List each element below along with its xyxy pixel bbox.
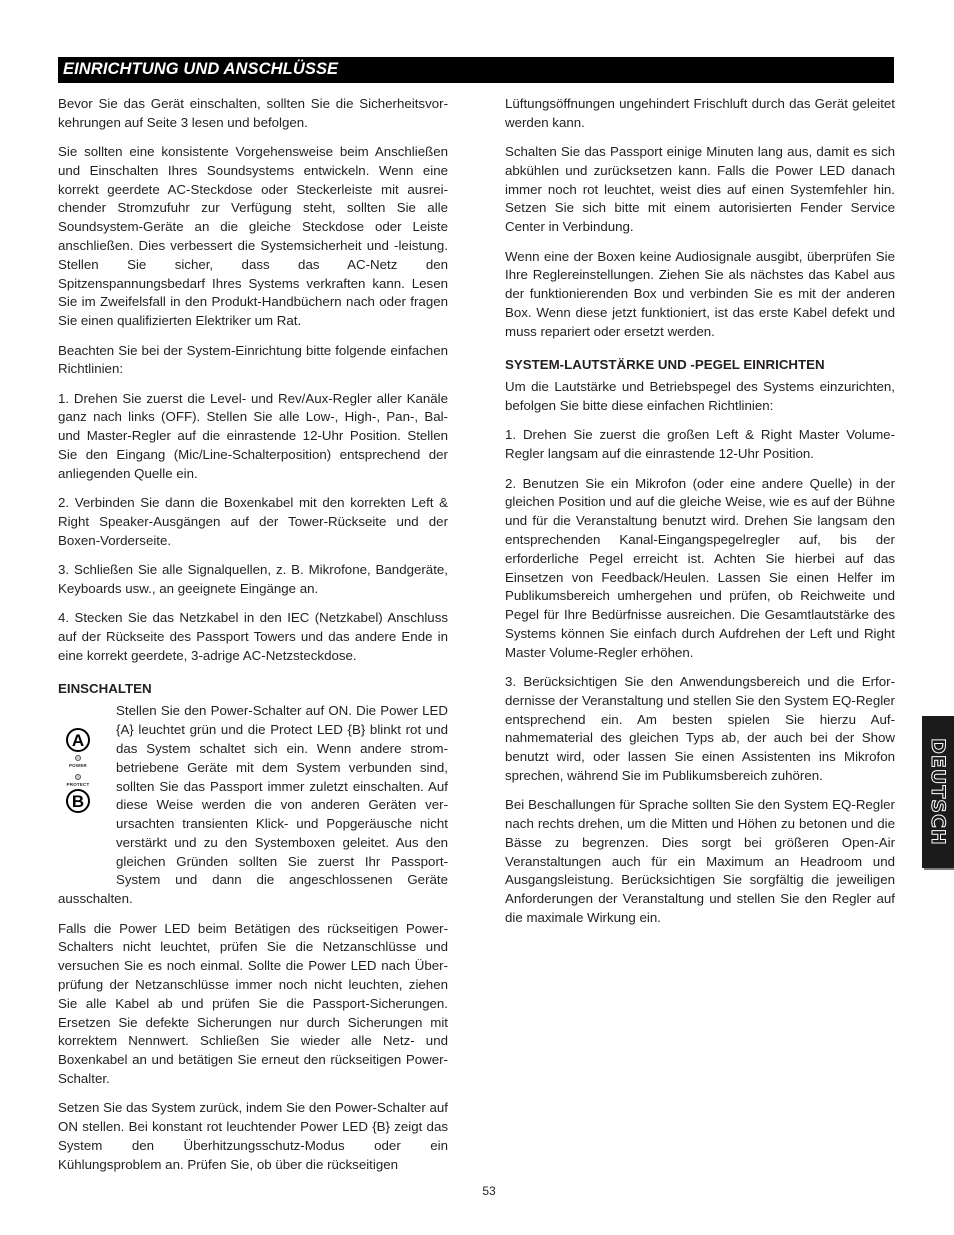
- label-b-icon: B: [66, 789, 90, 813]
- language-tab-label: DEUTSCH: [927, 738, 949, 846]
- paragraph: Wenn eine der Boxen keine Audiosignale ausgibt, überprüfen Sie Ihre Reglereinstellungen. Ziehen Sie als nächstes das Kabel aus der funktionierenden Box und verbinden Sie es mit der anderen Box. Wenn diese jetzt funktioniert, ist das erste Kabel defekt und muss repariert oder ersetzt werden.: [505, 248, 895, 339]
- paragraph: Lüftungsöffnungen ungehindert Frischluft durch das Gerät geleitet werden kann.: [505, 96, 895, 130]
- heading-einschalten: EINSCHALTEN: [58, 680, 152, 696]
- paragraph: Um die Lautstärke und Betriebspegel des Systems einzurichten, befolgen Sie bitte diese einfachen Richtlinien:: [505, 379, 895, 414]
- label-a-icon: A: [66, 728, 90, 752]
- paragraph: 2. Verbinden Sie dann die Boxenkabel mit den korrekten Left & Right Speaker-Ausgängen auf der Tower-Rückseite und der Boxen-Vorderseite.: [58, 495, 448, 548]
- paragraph: Falls die Power LED beim Betätigen des rückseitigen Power-Schalters nicht leuchtet, prüfen Sie die Netzanschlüsse und versuchen Sie es noch einmal. Sollte die Power LED nach Überprüfung der Netzanschlüsse immer noch nicht leuchten, ziehen Sie alle Kabel ab und prüfen Sie die Passport-Sicherungen. Ersetzen Sie defekte Sicherungen nur durch Sicherungen mit korrektem Nennwert. Schließen Sie wieder alle Netz- und Boxenkabel an und betätigen Sie erneut den rückseitigen Power-Schalter.: [58, 920, 448, 1086]
- paragraph: 1. Drehen Sie zuerst die großen Left & Right Master Volume-Regler langsam auf die einrastende 12-Uhr Position.: [505, 427, 895, 462]
- paragraph: Setzen Sie das System zurück, indem Sie den Power-Schalter auf ON stellen. Bei konstant rot leuchtender Power LED {B} zeigt das System den Überhitzungsschutz-Modus oder ein Kühlungsproblem an. Prüfen Sie, ob über die rückseitigen: [58, 1100, 448, 1172]
- paragraph: 2. Benutzen Sie ein Mikrofon (oder eine andere Quelle) in der gleichen Position und auf die gleiche Weise, wie es auf der Bühne und für die Veranstaltung benutzt wird. Drehen Sie langsam den entsprechenden Kanal-Eingangspegelregler auf, bis der erforderliche Pegel erreicht ist. Achten Sie hierbei auf das Einsetzen von Feedback/Heulen. Lassen Sie einen Helfer im Publikumsbereich umhergehen und prüfen, ob Reichweite und Pegel für Ihre Bedürfnisse ausreichen. Die Gesamtlautstärke des Systems können Sie einfach durch Aufdrehen der Left und Right Master Volume-Regler erhöhen.: [505, 475, 895, 660]
- paragraph: 3. Berücksichtigen Sie den Anwendungsbereich und die Erfordernisse der Veranstaltung und stellen Sie den System EQ-Regler entsprechend ein. Am besten spielen Sie hierzu Aufnahmematerial des gleichen Typs ab, der auch bei der Show benutzt wird, oder lassen Sie einen Assistenten ins Mikrofon sprechen, während Sie im Publikumsbereich zuhören.: [505, 674, 895, 783]
- paragraph: Bevor Sie das Gerät einschalten, sollten Sie die Sicherheitsvorkehrungen auf Seite 3 lesen und befolgen.: [58, 96, 448, 130]
- power-led-label: POWER: [68, 763, 87, 769]
- paragraph: Sie sollten eine konsistente Vorgehensweise beim Anschließen und Einschalten Ihres Soundsystems entwickeln. Wenn eine korrekt geerdete AC-Steckdose oder Steckerleiste mit ausreichender Stromzufuhr zur Verfügung steht, sollten Sie alle Soundsystem-Geräte an die gleiche Steckdose oder Leiste anschließen. Dies verbessert die Systemsicherheit und -leistung. Stellen Sie sicher, dass das AC-Netz den Spitzenspannungsbedarf Ihres Systems verkraften kann. Lesen Sie im Zweifelsfall in den Produkt-Handbüchern nach oder fragen Sie einen qualifizierten Elektriker um Rat.: [58, 144, 448, 329]
- left-column: [58, 95, 448, 1185]
- page-number: 53: [482, 1184, 496, 1198]
- section-title: EINRICHTUNG UND ANSCHLÜSSE: [63, 60, 339, 78]
- heading-system-lautstaerke: SYSTEM-LAUTSTÄRKE UND -PEGEL EINRICHTEN: [505, 356, 825, 372]
- right-column: [505, 95, 895, 938]
- paragraph: Bei Beschallungen für Sprache sollten Sie den System EQ-Regler nach rechts drehen, um die Mitten und Höhen zu betonen und die Bässe zu begrenzen. Dies sorgt bei größeren Open-Air Veranstaltungen auch für ein Maximum an Headroom und Ausgangsleistung. Berücksichtigen Sie sorgfältig die jeweiligen Anforderungen der Veranstaltung und stellen Sie den Regler auf die maximale Wirkung ein.: [505, 797, 895, 926]
- paragraph: Schalten Sie das Passport einige Minuten lang aus, damit es sich abkühlen und zurücksetzen kann. Falls die Power LED danach immer noch rot leuchtet, weist dies auf einen Systemfehler hin. Setzen Sie sich bitte mit einem autorisierten Fender Service Center in Verbindung.: [505, 144, 895, 235]
- protect-led-icon: [75, 774, 81, 780]
- paragraph: 1. Drehen Sie zuerst die Level- und Rev/Aux-Regler aller Kanäle ganz nach links (OFF). Stellen Sie alle Low-, High-, Pan-, Bal- und Master-Regler auf die einrastende 12-Uhr Position. Stellen Sie den Eingang (Mic/Line-Schalterposition) entsprechend der anliegenden Quelle ein.: [58, 390, 448, 481]
- paragraph: 3. Schließen Sie alle Signalquellen, z. B. Mikrofone, Bandgeräte, Keyboards usw., an geeignete Eingänge an.: [58, 562, 448, 596]
- power-led-section: [58, 702, 448, 909]
- paragraph: Beachten Sie bei der System-Einrichtung bitte folgende einfachen Richtlinien:: [58, 342, 448, 377]
- paragraph: Stellen Sie den Power-Schalter auf ON. Die Power LED {A} leuchtet grün und die Protect LED {B} blinkt rot und das System schaltet sich ein. Wenn andere strombetriebene Geräte mit dem System verbunden sind, sollten Sie das Passport immer zuletzt einschalten. Auf diese Weise werden die von anderen Geräten verursachten transienten Klick- und Popgeräusche nicht verstärkt und zu den Systemboxen geleitet. Aus den gleichen Gründen sollten Sie zuerst Ihr Passport-System und dann die angeschlossenen Geräte ausschalten.: [58, 703, 448, 907]
- language-tab: [922, 716, 954, 868]
- protect-led-label: PROTECT: [66, 782, 90, 788]
- led-diagram: [58, 702, 116, 874]
- section-header: [58, 57, 894, 83]
- power-led-icon: [75, 755, 81, 761]
- paragraph: 4. Stecken Sie das Netzkabel in den IEC (Netzkabel) Anschluss auf der Rückseite des Passport Towers und das andere Ende in eine korrekt geerdete, 3-adrige AC-Netzsteckdose.: [58, 610, 448, 663]
